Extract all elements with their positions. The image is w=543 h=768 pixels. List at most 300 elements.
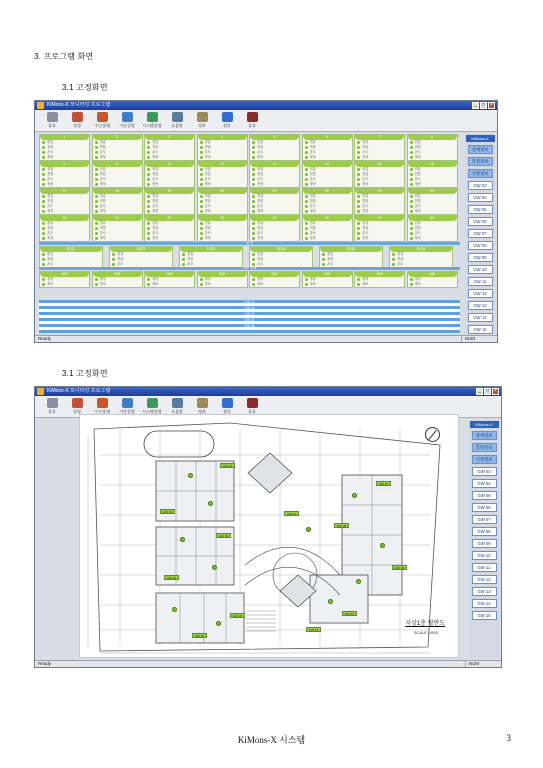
gateway-button[interactable]: GW 07 [468, 229, 493, 238]
settings-tool-button[interactable] [66, 111, 88, 130]
gateway-button[interactable]: GW 07 [472, 515, 497, 524]
tile-row-label: 정상 [204, 182, 211, 186]
gateway-tile[interactable] [92, 134, 143, 161]
gateway-tile[interactable] [39, 188, 90, 215]
status-dot-icon [95, 210, 98, 213]
tile-header: GW [40, 272, 89, 277]
connect-tool-button[interactable] [216, 111, 238, 130]
tile-row-label: 온도 [152, 204, 159, 208]
status-dot-icon [200, 205, 203, 208]
tile-header: 환경3 [180, 247, 242, 252]
tile-row-label: 온도 [47, 150, 54, 154]
gateway-button[interactable]: GW 11 [468, 277, 493, 286]
sensor-marker[interactable] [180, 537, 185, 542]
tile-row [145, 282, 194, 287]
gateway-tile[interactable] [249, 271, 300, 288]
status-dot-icon [42, 141, 45, 144]
bus-line-label: GW 31 [244, 300, 255, 304]
status-dot-icon [305, 156, 308, 159]
tile-row-label: 정상 [414, 277, 421, 281]
gateway-button[interactable]: GW 03 [472, 467, 497, 476]
gateway-button[interactable]: GW 10 [472, 551, 497, 560]
tile-row-label: 온도 [47, 204, 54, 208]
section-divider: 환경 [39, 242, 460, 245]
tile-row-label: 온도 [414, 204, 421, 208]
gateway-tile[interactable] [197, 215, 248, 242]
gateway-button[interactable]: GW 14 [468, 313, 493, 322]
status-dot-icon [305, 283, 308, 286]
tile-row-label: 전압 [362, 226, 369, 230]
gateway-tag[interactable]: GW 12 [306, 627, 321, 632]
gateway-tag[interactable]: GW 09 [392, 565, 407, 570]
status-dot-icon [252, 141, 255, 144]
gateway-tile[interactable] [407, 271, 458, 288]
app-icon [37, 102, 44, 109]
status-dot-icon [147, 183, 150, 186]
gateway-button[interactable]: GW 09 [468, 253, 493, 262]
gateway-tag[interactable]: GW 03 [216, 533, 231, 538]
tile-row-label: 전류 [414, 167, 421, 171]
sensor-marker[interactable] [380, 543, 385, 548]
gateway-button[interactable]: GW 06 [468, 217, 493, 226]
tile-row-label: 온도 [257, 177, 264, 181]
tile-row-label: 정상 [414, 182, 421, 186]
gateway-tile[interactable] [249, 188, 300, 215]
compass-icon [425, 427, 440, 442]
sensor-marker[interactable] [172, 607, 177, 612]
tile-row-label: 경보 [99, 282, 106, 286]
status-text: Ready [38, 336, 52, 341]
gateway-tile[interactable] [197, 161, 248, 188]
tile-row-label: 전압 [47, 145, 54, 149]
gateway-tag[interactable]: GW 06 [192, 633, 207, 638]
bus-line-label: GW 32 [244, 306, 255, 310]
gateway-tile[interactable] [39, 215, 90, 242]
gateway-tile[interactable] [92, 271, 143, 288]
status-dot-icon [392, 253, 395, 256]
gateway-tile[interactable] [389, 246, 453, 268]
gateway-button[interactable]: GW 04 [468, 193, 493, 202]
status-dot-icon [410, 195, 413, 198]
status-dot-icon [357, 232, 360, 235]
status-indicator: NUM [465, 661, 479, 667]
side-info-button[interactable]: 측정정보 [468, 157, 493, 166]
gateway-tile[interactable] [39, 134, 90, 161]
status-dot-icon [252, 168, 255, 171]
tile-row-label: 온도 [152, 231, 159, 235]
gateway-tile[interactable] [407, 188, 458, 215]
tile-row-label: 전류 [152, 194, 159, 198]
tile-row-label: 전류 [99, 140, 106, 144]
tile-row-label: 전압 [414, 226, 421, 230]
gateway-button[interactable]: GW 04 [472, 479, 497, 488]
gateway-tile[interactable] [354, 161, 405, 188]
tile-row-label: 전압 [257, 199, 264, 203]
tile-row-label: 전압 [47, 199, 54, 203]
gateway-tile[interactable] [249, 246, 313, 268]
tile-row-label: 전류 [204, 194, 211, 198]
gateway-tag[interactable]: GW 07 [376, 481, 391, 486]
side-info-button[interactable]: 상세정보 [472, 431, 497, 440]
status-dot-icon [42, 156, 45, 159]
sensor-marker[interactable] [306, 527, 311, 532]
status-dot-icon [357, 200, 360, 203]
status-bar [35, 660, 501, 667]
side-info-button[interactable]: 측정정보 [472, 443, 497, 452]
tile-row [303, 209, 352, 214]
tile-row-label: 전압 [152, 199, 159, 203]
tile-header: 17 [40, 189, 89, 194]
tile-row-label: 전압 [309, 199, 316, 203]
gateway-tile[interactable] [407, 161, 458, 188]
tile-row-label: 정상 [362, 277, 369, 281]
tile-row-label: 전압 [309, 172, 316, 176]
gateway-tile[interactable] [92, 161, 143, 188]
gateway-tile[interactable] [354, 188, 405, 215]
gateway-tile[interactable] [197, 134, 248, 161]
tool-label: 도움말 [171, 123, 183, 128]
tile-row-label: 정상 [47, 277, 54, 281]
gateway-tag[interactable]: GW 01 [220, 463, 235, 468]
status-dot-icon [95, 278, 98, 281]
status-dot-icon [357, 183, 360, 186]
status-dot-icon [252, 237, 255, 240]
close-button[interactable]: × [488, 102, 495, 109]
tile-header: 11 [145, 162, 194, 167]
gateway-tile[interactable] [144, 271, 195, 288]
status-dot-icon [95, 227, 98, 230]
tile-header: 15 [355, 162, 404, 167]
gateway-tile[interactable] [249, 161, 300, 188]
tile-header: 16 [408, 162, 457, 167]
tile-row-label: 전압 [414, 199, 421, 203]
standard-icon [122, 112, 133, 122]
gateway-button[interactable]: GW 10 [468, 265, 493, 274]
sensor-marker[interactable] [352, 493, 357, 498]
status-dot-icon [252, 232, 255, 235]
status-dot-icon [147, 237, 150, 240]
tile-row-label: 온도 [414, 150, 421, 154]
subsection-heading-2: 3.1 고정화면 [62, 369, 108, 378]
info-icon [197, 112, 208, 122]
tile-row-label: 온도 [152, 177, 159, 181]
close-icon [247, 398, 258, 408]
gateway-tag[interactable]: GW 02 [160, 509, 175, 514]
status-dot-icon [147, 178, 150, 181]
tile-header: 29 [250, 216, 299, 221]
tile-row-label: 전류 [152, 140, 159, 144]
gateway-tile[interactable] [92, 188, 143, 215]
tile-row-label: 경보 [204, 282, 211, 286]
tool-label: 설정 [73, 409, 81, 414]
gateway-tile[interactable] [109, 246, 173, 268]
tool-label: 종료 [248, 123, 256, 128]
status-dot-icon [95, 168, 98, 171]
tool-label: 수신상태 [94, 123, 110, 128]
status-dot-icon [410, 278, 413, 281]
sensor-marker[interactable] [216, 621, 221, 626]
status-dot-icon [200, 173, 203, 176]
tile-row-label: 전류 [204, 140, 211, 144]
gateway-button[interactable]: GW 05 [472, 491, 497, 500]
status-dot-icon [42, 263, 45, 266]
gateway-tile[interactable] [302, 271, 353, 288]
tile-header: 25 [40, 216, 89, 221]
sensor-marker[interactable] [356, 579, 361, 584]
tile-header: 28 [198, 216, 247, 221]
tile-row-label: 온도 [362, 204, 369, 208]
status-dot-icon [182, 263, 185, 266]
status-dot-icon [252, 173, 255, 176]
gateway-tile[interactable] [144, 188, 195, 215]
tile-row-label: 정상 [257, 277, 264, 281]
status-dot-icon [410, 168, 413, 171]
tile-row-label: 전압 [414, 172, 421, 176]
status-dot-icon [357, 168, 360, 171]
tile-row-label: 정상 [152, 277, 159, 281]
gateway-tag[interactable]: GW 05 [230, 613, 245, 618]
gateway-tile[interactable] [302, 215, 353, 242]
gateway-tile[interactable] [39, 271, 90, 288]
gateway-button[interactable]: GW 15 [472, 611, 497, 620]
status-dot-icon [95, 141, 98, 144]
status-dot-icon [252, 146, 255, 149]
sensor-marker[interactable] [328, 599, 333, 604]
status-dot-icon [305, 173, 308, 176]
tile-row-label: 전류 [99, 167, 106, 171]
tile-row-label: 정상 [99, 277, 106, 281]
gateway-button[interactable]: GW 13 [472, 587, 497, 596]
gateway-button[interactable]: GW 12 [468, 289, 493, 298]
gateway-button[interactable]: GW 09 [472, 539, 497, 548]
status-dot-icon [322, 258, 325, 261]
tile-row [355, 236, 404, 241]
tile-row-label: 전압 [99, 199, 106, 203]
gateway-button[interactable]: GW 03 [468, 181, 493, 190]
side-info-button[interactable]: 기상정보 [468, 169, 493, 178]
tile-row-label: 전압 [257, 226, 264, 230]
gateway-tag[interactable]: GW 04 [164, 575, 179, 580]
status-dot-icon [42, 178, 45, 181]
tile-header: 7 [355, 135, 404, 140]
status-dot-icon [410, 151, 413, 154]
tile-row [145, 182, 194, 187]
status-dot-icon [252, 156, 255, 159]
gateway-tile[interactable] [319, 246, 383, 268]
status-dot-icon [112, 263, 115, 266]
tile-row-label: 전류 [257, 167, 264, 171]
tile-row-label: 온도 [257, 262, 264, 266]
gateway-tile[interactable] [249, 215, 300, 242]
tile-row [93, 282, 142, 287]
gateway-tile[interactable] [39, 246, 103, 268]
status-dot-icon [200, 168, 203, 171]
close-tool-button[interactable] [241, 111, 263, 130]
tile-row-label: 온도 [414, 231, 421, 235]
tile-header: 9 [40, 162, 89, 167]
status-dot-icon [410, 173, 413, 176]
exit-tool-button[interactable] [41, 111, 63, 130]
bus-line-label: GW 34 [244, 318, 255, 322]
side-info-button[interactable]: 기상정보 [472, 455, 497, 464]
sensor-marker[interactable] [212, 565, 217, 570]
status-dot-icon [410, 156, 413, 159]
gateway-tile[interactable] [354, 215, 405, 242]
status-dot-icon [182, 253, 185, 256]
tile-row-label: 정상 [99, 236, 106, 240]
tile-row-label: 정상 [47, 182, 54, 186]
gateway-tile[interactable] [249, 134, 300, 161]
status-dot-icon [200, 278, 203, 281]
status-dot-icon [357, 283, 360, 286]
status-dot-icon [200, 178, 203, 181]
system-icon [147, 398, 158, 408]
gateway-button[interactable]: GW 13 [468, 301, 493, 310]
minimize-button[interactable]: _ [472, 102, 479, 109]
gateway-button[interactable]: GW 12 [472, 575, 497, 584]
tile-row [198, 236, 247, 241]
gateway-tile[interactable] [179, 246, 243, 268]
gateway-tile[interactable] [302, 188, 353, 215]
tile-header: 12 [198, 162, 247, 167]
gateway-tile[interactable] [39, 161, 90, 188]
close-button[interactable]: × [492, 388, 499, 395]
tile-row-label: 전류 [257, 221, 264, 225]
tile-row-label: 온도 [99, 204, 106, 208]
settings-icon [72, 398, 83, 408]
tile-row [408, 182, 457, 187]
status-dot-icon [392, 263, 395, 266]
status-text: Ready [38, 661, 52, 666]
status-dot-icon [305, 195, 308, 198]
tile-row-label: 전압 [257, 172, 264, 176]
status-dot-icon [305, 278, 308, 281]
side-panel-header: KiMons-X [466, 135, 495, 142]
tile-row-label: 온도 [362, 150, 369, 154]
status-dot-icon [252, 222, 255, 225]
side-info-button[interactable]: 상세정보 [468, 145, 493, 154]
tile-row-label: 온도 [309, 204, 316, 208]
info-tool-button[interactable] [191, 111, 213, 130]
system-tool-button[interactable] [141, 111, 163, 130]
gateway-tile[interactable] [354, 271, 405, 288]
tile-row-label: 온도 [257, 150, 264, 154]
gateway-tag[interactable]: GW 11 [284, 511, 299, 516]
gateway-button[interactable]: GW 06 [472, 503, 497, 512]
tile-row [198, 155, 247, 160]
standard-tool-button[interactable] [116, 111, 138, 130]
status-dot-icon [410, 141, 413, 144]
status-dot-icon [200, 151, 203, 154]
tile-row-label: 정상 [362, 182, 369, 186]
maximize-button[interactable]: □ [481, 102, 486, 108]
tile-row-label: 온도 [309, 150, 316, 154]
gateway-button[interactable]: GW 14 [472, 599, 497, 608]
tool-label: 종료 [48, 123, 56, 128]
gateway-tag[interactable]: GW 10 [342, 611, 357, 616]
gateway-tag[interactable]: GW 08 [334, 523, 349, 528]
window-title: KiMons-X 모니터링 프로그램 [47, 388, 111, 394]
status-dot-icon [410, 232, 413, 235]
window-title: KiMons-X 모니터링 프로그램 [47, 102, 111, 108]
tile-row-label: 온도 [47, 231, 54, 235]
tile-row-label: 전류 [309, 140, 316, 144]
tool-label: 시스템설정 [142, 123, 162, 128]
tile-row-label: 전류 [362, 194, 369, 198]
tile-row-label: 경보 [414, 282, 421, 286]
standard-icon [122, 398, 133, 408]
status-dot-icon [305, 146, 308, 149]
gateway-tile[interactable] [144, 161, 195, 188]
help-tool-button[interactable] [166, 111, 188, 130]
tile-row-label: 전류 [414, 221, 421, 225]
tile-row-label: 전압 [204, 226, 211, 230]
minimize-button[interactable]: _ [476, 388, 483, 395]
gateway-tile[interactable] [144, 134, 195, 161]
tile-header: 18 [93, 189, 142, 194]
status-dot-icon [42, 195, 45, 198]
gateway-button[interactable]: GW 08 [472, 527, 497, 536]
plan-scale: SCALE 1/600 [413, 630, 438, 635]
sensor-marker[interactable] [208, 501, 213, 506]
tile-header: 1 [40, 135, 89, 140]
gateway-button[interactable]: GW 15 [468, 325, 493, 334]
tile-header: 4 [198, 135, 247, 140]
gateway-button[interactable]: GW 08 [468, 241, 493, 250]
tile-row-label: 전류 [309, 194, 316, 198]
status-dot-icon [305, 168, 308, 171]
gateway-tile[interactable] [407, 215, 458, 242]
tile-header: GW [303, 272, 352, 277]
gateway-button[interactable]: GW 11 [472, 563, 497, 572]
tile-row [408, 236, 457, 241]
gateway-tile[interactable] [92, 215, 143, 242]
gateway-tile[interactable] [354, 134, 405, 161]
tile-header: 19 [145, 189, 194, 194]
gateway-tile[interactable] [407, 134, 458, 161]
exit-tool-button[interactable] [41, 397, 63, 416]
tile-row-label: 정상 [257, 236, 264, 240]
status-dot-icon [95, 222, 98, 225]
tile-row-label: 전류 [47, 221, 54, 225]
tool-label: 시스템설정 [142, 409, 162, 414]
tile-row-label: 전류 [327, 252, 334, 256]
gateway-tile[interactable] [144, 215, 195, 242]
status-dot-icon [200, 200, 203, 203]
gateway-button[interactable]: GW 05 [468, 205, 493, 214]
tile-row [303, 155, 352, 160]
sensor-marker[interactable] [188, 473, 193, 478]
tile-header: 환경4 [250, 247, 312, 252]
status-dot-icon [95, 173, 98, 176]
tile-row-label: 경보 [309, 282, 316, 286]
exit-icon [47, 112, 58, 122]
status-dot-icon [305, 151, 308, 154]
status-dot-icon [147, 227, 150, 230]
tile-header: 환경2 [110, 247, 172, 252]
receive-tool-button[interactable] [91, 111, 113, 130]
tile-row-label: 전류 [414, 140, 421, 144]
maximize-button[interactable]: □ [485, 388, 490, 394]
gateway-tile[interactable] [197, 188, 248, 215]
tile-header: 환경1 [40, 247, 102, 252]
gateway-tile[interactable] [197, 271, 248, 288]
title-bar [35, 101, 497, 110]
gateway-tile[interactable] [302, 161, 353, 188]
tile-row-label: 정상 [257, 155, 264, 159]
gateway-tile[interactable] [302, 134, 353, 161]
section-heading: 3. 프로그램 화면 [34, 52, 94, 61]
